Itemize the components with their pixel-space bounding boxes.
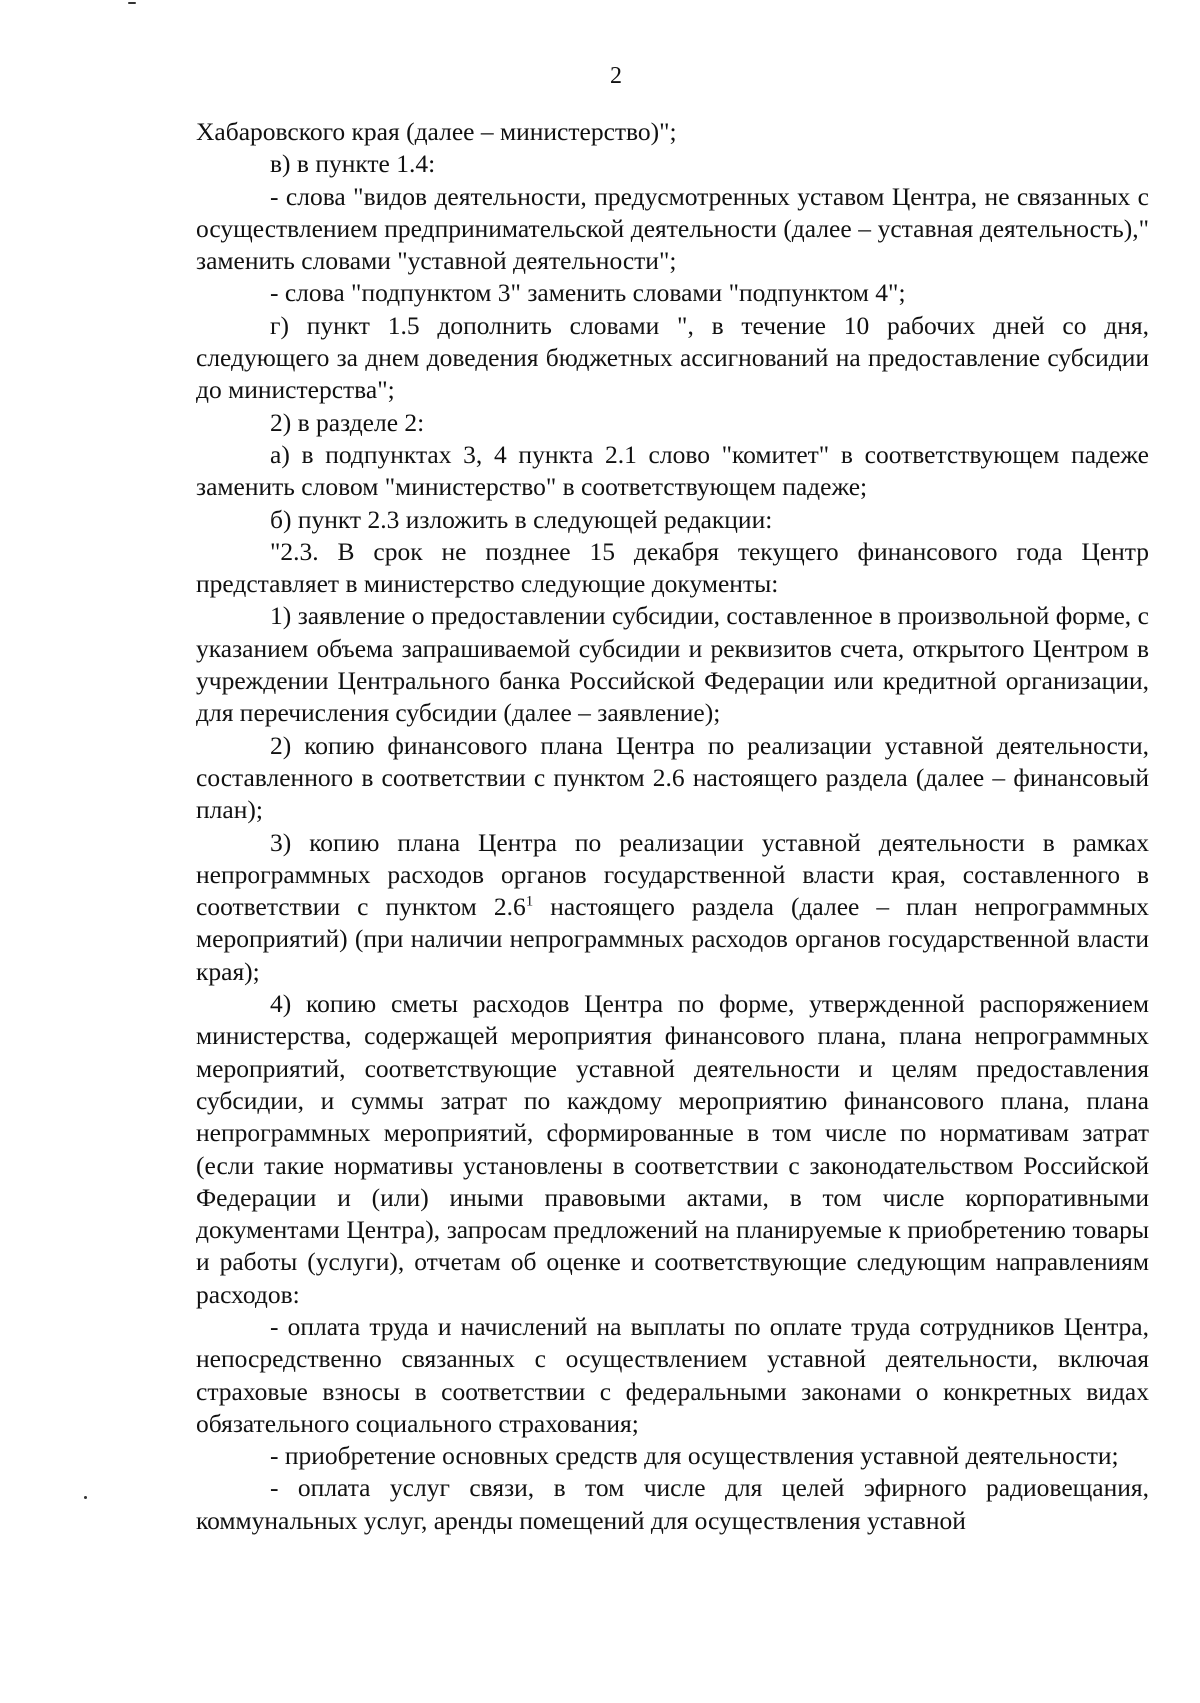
paragraph-dash-2: - слова "подпунктом 3" заменить словами "подпунктом 4"; [270, 278, 906, 308]
paragraph-expense-3: - оплата услуг связи, в том числе для целей эфирного радиовещания, коммунальных услуг, аренды помещений для осуществления уставной [196, 1473, 1149, 1535]
paragraph-expense-2: - приобретение основных средств для осуществления уставной деятельности; [270, 1441, 1119, 1471]
paragraph-item-g: г) пункт 1.5 дополнить словами ", в течение 10 рабочих дней со дня, следующего за днем доведения бюджетных ассигнований на предоставление субсидии до министерства"; [196, 310, 1149, 405]
paragraph-section-2: 2) в разделе 2: [270, 407, 425, 437]
document-body [196, 116, 1149, 1537]
paragraph-item-b: б) пункт 2.3 изложить в следующей редакции: [270, 504, 773, 534]
scan-mark-top [128, 2, 136, 4]
superscript-marker: 1 [525, 893, 534, 910]
paragraph-doc-1: 1) заявление о предоставлении субсидии, составленное в произвольной форме, с указанием объема запрашиваемой субсидии и реквизитов счета, открытого Центром в учреждении Центрального банка Российской Федерации или кредитной организации, для перечисления субсидии (далее – заявление); [196, 601, 1149, 728]
paragraph-continuation: Хабаровского края (далее – министерство)"; [196, 117, 677, 146]
paragraph-doc-3 [196, 827, 1149, 988]
doc-3-text-end: настоящего раздела (далее – план непрограммных мероприятий) (при наличии непрограммных расходов органов государственной власти края); [196, 892, 1149, 986]
paragraph-item-v: в) в пункте 1.4: [270, 149, 436, 179]
paragraph-doc-4: 4) копию сметы расходов Центра по форме, утвержденной распоряжением министерства, содержащей мероприятия финансового плана, плана непрограммных мероприятий, соответствующие уставной деятельности и целям предоставления субсидии, и суммы затрат по каждому мероприятию финансового плана, плана непрограммных мероприятий, сформированные в том числе по нормативам затрат (если такие нормативы установлены в соответствии с законодательством Российской Федерации и (или) иными правовыми актами, в том числе корпоративными документами Центра), запросам предложений на планируемые к приобретению товары и работы (услуги), отчетам об оценке и соответствующие следующим направлениям расходов: [196, 989, 1149, 1309]
paragraph-doc-2: 2) копию финансового плана Центра по реализации уставной деятельности, составленного в соответствии с пунктом 2.6 настоящего раздела (далее – финансовый план); [196, 730, 1149, 825]
paragraph-expense-1: - оплата труда и начислений на выплаты по оплате труда сотрудников Центра, непосредственно связанных с осуществлением уставной деятельности, включая страховые взносы в соответствии с федеральными законами о конкретных видах обязательного социального страхования; [196, 1311, 1149, 1438]
paragraph-item-a: а) в подпунктах 3, 4 пункта 2.1 слово "комитет" в соответствующем падеже заменить словом "министерство" в соответствующем падеже; [196, 439, 1149, 502]
paragraph-dash-1: - слова "видов деятельности, предусмотренных уставом Центра, не связанных с осуществлением предпринимательской деятельности (далее – уставная деятельность)," заменить словами "уставной деятельности"; [196, 181, 1149, 276]
scan-mark-left [84, 1496, 87, 1499]
doc-3-text-start: 3) копию плана Центра по реализации уставной деятельности в рамках непрограммных расходов органов государственной власти края, составленного в соответствии с пунктом 2.6 [196, 827, 1149, 922]
paragraph-clause-2-3: "2.3. В срок не позднее 15 декабря текущего финансового года Центр представляет в министерство следующие документы: [196, 536, 1149, 599]
page-number: 2 [610, 63, 622, 89]
